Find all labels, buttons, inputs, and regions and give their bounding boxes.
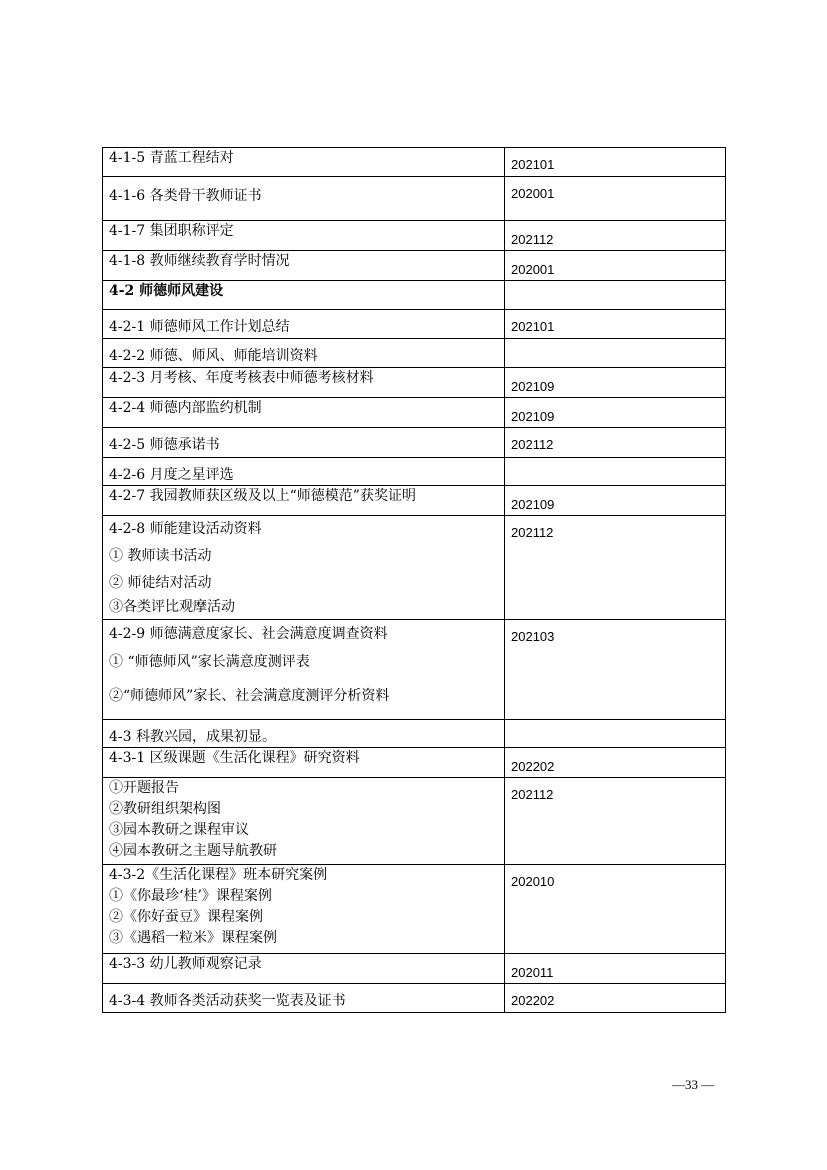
sub-item: ②《你好蚕豆》课程案例 (109, 909, 263, 925)
item-title (103, 865, 505, 954)
item-title (103, 516, 505, 620)
sub-item: ③《遇稻一粒米》课程案例 (109, 930, 277, 946)
table-row (103, 251, 726, 281)
table-row (103, 778, 726, 865)
item-title (103, 778, 505, 865)
sub-item: ②“师德师风”家长、社会满意度测评分析资料 (109, 688, 390, 704)
item-title: 4-3-4 教师各类活动获奖一览表及证书 (103, 984, 505, 1013)
item-heading: 4-2-9 师德满意度家长、社会满意度调查资料 (109, 626, 388, 642)
item-title: 4-2-3 月考核、年度考核表中师德考核材料 (103, 368, 505, 398)
item-date (505, 720, 726, 748)
table-row (103, 221, 726, 251)
item-date: 202103 (505, 620, 726, 720)
item-date: 202202 (505, 748, 726, 778)
sub-item: ③园本教研之课程审议 (109, 822, 249, 838)
item-title: 4-2-5 师德承诺书 (103, 428, 505, 458)
table-row (103, 339, 726, 368)
item-title: 4-2-1 师德师风工作计划总结 (103, 310, 505, 339)
sub-item: ①《你最珍‘桂’》课程案例 (109, 888, 272, 904)
table-row (103, 428, 726, 458)
item-date: 202101 (505, 148, 726, 177)
item-date: 202109 (505, 486, 726, 516)
item-title: 4-2-7 我园教师获区级及以上“师德模范”获奖证明 (103, 486, 505, 516)
section-heading: 4-3 科教兴园，成果初显。 (103, 720, 505, 748)
item-title: 4-1-5 青蓝工程结对 (103, 148, 505, 177)
item-date: 202011 (505, 954, 726, 984)
table-row (103, 486, 726, 516)
table-row (103, 748, 726, 778)
item-date (505, 458, 726, 486)
table-row (103, 281, 726, 310)
table-row (103, 310, 726, 339)
item-title: 4-3-1 区级课题《生活化课程》研究资料 (103, 748, 505, 778)
item-heading: 4-2-8 师能建设活动资料 (109, 521, 262, 537)
table-row (103, 177, 726, 221)
table-row (103, 620, 726, 720)
item-date: 202109 (505, 398, 726, 428)
item-title (103, 620, 505, 720)
item-title: 4-1-7 集团职称评定 (103, 221, 505, 251)
table-row (103, 458, 726, 486)
sub-item: ① 教师读书活动 (109, 548, 212, 564)
item-title: 4-1-6 各类骨干教师证书 (103, 177, 505, 221)
table-row (103, 954, 726, 984)
table-row (103, 398, 726, 428)
item-title: 4-2-6 月度之星评选 (103, 458, 505, 486)
item-date: 202001 (505, 177, 726, 221)
table-row (103, 368, 726, 398)
section-heading: 4-2 师德师风建设 (103, 281, 505, 310)
table-row (103, 720, 726, 748)
item-date: 202109 (505, 368, 726, 398)
item-date: 202112 (505, 516, 726, 620)
sub-item: ② 师徒结对活动 (109, 575, 212, 591)
table-row (103, 984, 726, 1013)
item-date: 202001 (505, 251, 726, 281)
item-title: 4-2-2 师德、师风、师能培训资料 (103, 339, 505, 368)
item-title: 4-1-8 教师继续教育学时情况 (103, 251, 505, 281)
sub-item: ①开题报告 (109, 780, 179, 796)
sub-item: ②教研组织架构图 (109, 801, 221, 817)
sub-item: ① “师德师风”家长满意度测评表 (109, 654, 310, 670)
item-date: 202112 (505, 778, 726, 865)
item-date: 202010 (505, 865, 726, 954)
item-title: 4-2-4 师德内部监约机制 (103, 398, 505, 428)
table-row (103, 865, 726, 954)
table-row (103, 516, 726, 620)
item-date: 202202 (505, 984, 726, 1013)
item-date: 202101 (505, 310, 726, 339)
item-heading: 4-3-2《生活化课程》班本研究案例 (109, 867, 328, 883)
item-date: 202112 (505, 428, 726, 458)
item-title: 4-3-3 幼儿教师观察记录 (103, 954, 505, 984)
sub-item: ④园本教研之主题导航教研 (109, 843, 277, 859)
item-date (505, 281, 726, 310)
page-number: —33 — (672, 1077, 715, 1092)
sub-item: ③各类评比观摩活动 (109, 599, 235, 615)
document-table (102, 147, 726, 1013)
item-date: 202112 (505, 221, 726, 251)
item-date (505, 339, 726, 368)
table-row (103, 148, 726, 177)
